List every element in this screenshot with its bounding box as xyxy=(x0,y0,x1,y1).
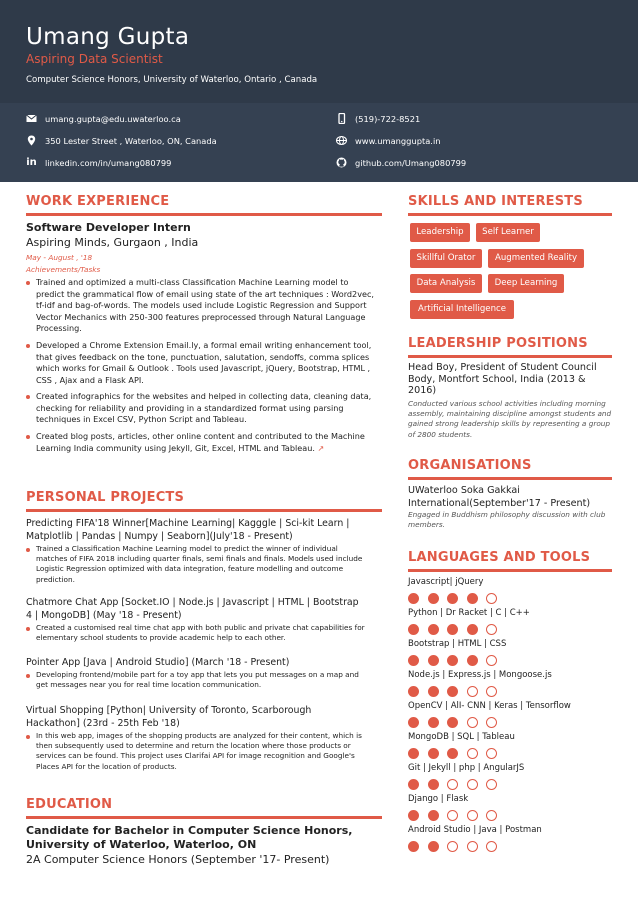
skill-tag: Data Analysis xyxy=(410,274,482,293)
rating-dot-filled xyxy=(447,717,458,728)
project-description: Developing frontend/mobile part for a toy app that lets you put messages on a map and get messages near you for real time location communication. xyxy=(26,670,368,690)
language-rating xyxy=(408,686,518,697)
language-name: Javascript| jQuery xyxy=(408,577,484,587)
rating-dot-filled xyxy=(428,624,439,635)
skill-tag: Skillful Orator xyxy=(410,249,482,268)
project-title: Predicting FIFA'18 Winner[Machine Learning| Kagggle | Sci-kit Learn | Matplotlib | Pandas | Numpy | Seaborn](July'18 - Present) xyxy=(26,518,350,542)
linkedin-icon: in xyxy=(26,157,37,168)
location-icon xyxy=(26,135,37,146)
github-icon xyxy=(336,157,347,168)
language-rating xyxy=(408,624,518,635)
work-bullet: Created blog posts, articles, other online content and contributed to the Machine Learning India community using Jekyll, Git, Excel, HTML and Tableau. ↗ xyxy=(26,431,374,454)
rating-dot-filled xyxy=(467,593,478,604)
work-achievements-label: Achievements/Tasks xyxy=(26,265,101,274)
rating-dot-empty xyxy=(486,748,497,759)
education-detail: 2A Computer Science Honors (September '17- Present) xyxy=(26,853,330,866)
languages-heading-rule xyxy=(408,569,612,572)
contact-linkedin[interactable]: in linkedin.com/in/umang080799 xyxy=(26,157,172,168)
rating-dot-empty xyxy=(467,841,478,852)
external-link-icon[interactable]: ↗ xyxy=(317,443,325,453)
work-bullet: Trained and optimized a multi-class Classification Machine Learning model to predict the grammatical flow of email using state of the art techniques : Word2vec, tf-idf and bag-of-words. The models used include Logistic Regression and Support Vector Mechanics with 250-300 features preprocessed through Natural Language Processing. xyxy=(26,277,374,335)
phone-icon xyxy=(336,113,347,124)
rating-dot-filled xyxy=(428,841,439,852)
language-name: Git | Jekyll | php | AngularJS xyxy=(408,763,525,773)
education-degree: Candidate for Bachelor in Computer Science Honors, University of Waterloo, Waterloo, ON xyxy=(26,824,353,851)
project-title: Virtual Shopping [Python| University of Toronto, Scarborough Hackathon] (23rd - 25th Feb '18) xyxy=(26,705,312,729)
language-name: Django | Flask xyxy=(408,794,469,804)
work-job-title: Software Developer Intern xyxy=(26,221,191,234)
contact-email[interactable]: umang.gupta@edu.uwaterloo.ca xyxy=(26,112,326,126)
rating-dot-filled xyxy=(447,686,458,697)
work-bullet: Created infographics for the websites and helped in collecting data, cleaning data, checking for reliability and providing in a standardized format using parsing techniques in Excel CSV, Python Script and Tableau. xyxy=(26,391,374,426)
leadership-description: Conducted various school activities including morning assembly, maintaining discipline amongst students and gained strong leadership skills by representing a group of 2800 students. xyxy=(408,399,612,439)
language-rating xyxy=(408,717,518,728)
skill-tag: Augmented Reality xyxy=(488,249,584,268)
rating-dot-empty xyxy=(486,593,497,604)
language-name: MongoDB | SQL | Tableau xyxy=(408,732,515,742)
rating-dot-filled xyxy=(467,655,478,666)
skill-tag: Leadership xyxy=(410,223,470,242)
rating-dot-empty xyxy=(486,686,497,697)
rating-dot-filled xyxy=(428,810,439,821)
rating-dot-filled xyxy=(447,593,458,604)
language-name: Node.js | Express.js | Mongoose.js xyxy=(408,670,552,680)
resume-header xyxy=(0,0,638,182)
language-name: Android Studio | Java | Postman xyxy=(408,825,542,835)
language-name: Python | Dr Racket | C | C++ xyxy=(408,608,530,618)
rating-dot-filled xyxy=(428,686,439,697)
rating-dot-empty xyxy=(486,841,497,852)
contact-website[interactable]: www.umanggupta.in xyxy=(336,134,616,148)
rating-dot-empty xyxy=(447,841,458,852)
rating-dot-filled xyxy=(428,717,439,728)
rating-dot-filled xyxy=(408,841,419,852)
rating-dot-empty xyxy=(467,810,478,821)
rating-dot-filled xyxy=(447,624,458,635)
rating-dot-empty xyxy=(467,686,478,697)
organisation-description: Engaged in Buddhism philosophy discussion with club members. xyxy=(408,510,606,530)
rating-dot-filled xyxy=(428,748,439,759)
skills-heading: SKILLS AND INTERESTS xyxy=(408,194,583,209)
language-rating xyxy=(408,779,518,790)
organisations-heading: ORGANISATIONS xyxy=(408,458,532,473)
project-description: Created a customised real time chat app with both public and private chat capabilities for elementary school students to provide academic help to each other. xyxy=(26,623,368,643)
rating-dot-filled xyxy=(408,748,419,759)
skill-tag: Deep Learning xyxy=(488,274,564,293)
rating-dot-empty xyxy=(447,810,458,821)
language-rating xyxy=(408,748,518,759)
work-heading-rule xyxy=(26,213,382,216)
organisation-title: UWaterloo Soka Gakkai International(September'17 - Present) xyxy=(408,485,591,509)
languages-heading: LANGUAGES AND TOOLS xyxy=(408,550,591,565)
education-heading: EDUCATION xyxy=(26,797,113,812)
skill-tag: Artificial Intelligence xyxy=(410,300,514,319)
rating-dot-empty xyxy=(486,810,497,821)
rating-dot-filled xyxy=(428,593,439,604)
globe-icon xyxy=(336,135,347,146)
work-job-org: Aspiring Minds, Gurgaon , India xyxy=(26,236,199,249)
rating-dot-filled xyxy=(408,686,419,697)
project-description: Trained a Classification Machine Learning model to predict the winner of individual matches of FIFA 2018 including quarter finals, semi finals and finals. Models used include Logistic Regression optimized with data integration, feature modelling and outcome prediction. xyxy=(26,544,368,585)
language-rating xyxy=(408,593,518,604)
rating-dot-filled xyxy=(408,779,419,790)
rating-dot-filled xyxy=(428,779,439,790)
candidate-subtitle: Computer Science Honors, University of Waterloo, Ontario , Canada xyxy=(26,75,318,85)
skill-tag: Self Learner xyxy=(476,223,540,242)
rating-dot-filled xyxy=(428,655,439,666)
leadership-heading: LEADERSHIP POSITIONS xyxy=(408,336,588,351)
rating-dot-filled xyxy=(408,810,419,821)
rating-dot-filled xyxy=(447,748,458,759)
language-rating xyxy=(408,655,518,666)
rating-dot-empty xyxy=(486,779,497,790)
rating-dot-filled xyxy=(408,717,419,728)
rating-dot-empty xyxy=(467,717,478,728)
candidate-name: Umang Gupta xyxy=(26,24,190,50)
language-rating xyxy=(408,810,518,821)
project-title: Chatmore Chat App [Socket.IO | Node.js | Javascript | HTML | Bootstrap 4 | MongoDB] (May '18 - Present) xyxy=(26,597,359,621)
leadership-title: Head Boy, President of Student Council Body, Montfort School, India (2013 & 2016) xyxy=(408,362,597,396)
education-heading-rule xyxy=(26,816,382,819)
rating-dot-empty xyxy=(486,624,497,635)
language-name: OpenCV | AlI- CNN | Keras | Tensorflow xyxy=(408,701,571,711)
language-rating xyxy=(408,841,518,852)
candidate-title: Aspiring Data Scientist xyxy=(26,52,163,66)
contact-address: 350 Lester Street , Waterloo, ON, Canada xyxy=(26,134,326,148)
work-bullet: Developed a Chrome Extension Email.ly, a formal email writing enhancement tool, that gives feedback on the tone, punctuation, salutation, sendoffs, comma splices which works for Gmail & Outlook . Tools used Javascript, jQuery, Bootstrap, HTML , CSS , Ajax and a Flask API. xyxy=(26,340,374,386)
rating-dot-empty xyxy=(486,717,497,728)
rating-dot-filled xyxy=(447,655,458,666)
rating-dot-filled xyxy=(467,624,478,635)
rating-dot-empty xyxy=(467,779,478,790)
skills-heading-rule xyxy=(408,213,612,216)
rating-dot-filled xyxy=(408,655,419,666)
rating-dot-empty xyxy=(447,779,458,790)
contact-github[interactable]: github.com/Umang080799 xyxy=(336,156,616,170)
email-icon xyxy=(26,113,37,124)
work-dates: May - August , '18 xyxy=(26,253,93,262)
project-title: Pointer App [Java | Android Studio] (March '18 - Present) xyxy=(26,657,290,668)
rating-dot-empty xyxy=(467,748,478,759)
projects-heading-rule xyxy=(26,509,382,512)
rating-dot-filled xyxy=(408,624,419,635)
projects-heading: PERSONAL PROJECTS xyxy=(26,490,185,505)
work-heading: WORK EXPERIENCE xyxy=(26,194,170,209)
organisations-heading-rule xyxy=(408,477,612,480)
leadership-heading-rule xyxy=(408,355,612,358)
language-name: Bootstrap | HTML | CSS xyxy=(408,639,507,649)
project-description: In this web app, images of the shopping products are analyzed for their content, which is then subsequently used to determine and return the location where those products or services can be found. This project uses Clarifai API for image recognition and Google's Places API for the location of products. xyxy=(26,731,368,772)
contact-phone[interactable]: (519)-722-8521 xyxy=(336,112,616,126)
rating-dot-empty xyxy=(486,655,497,666)
rating-dot-filled xyxy=(408,593,419,604)
